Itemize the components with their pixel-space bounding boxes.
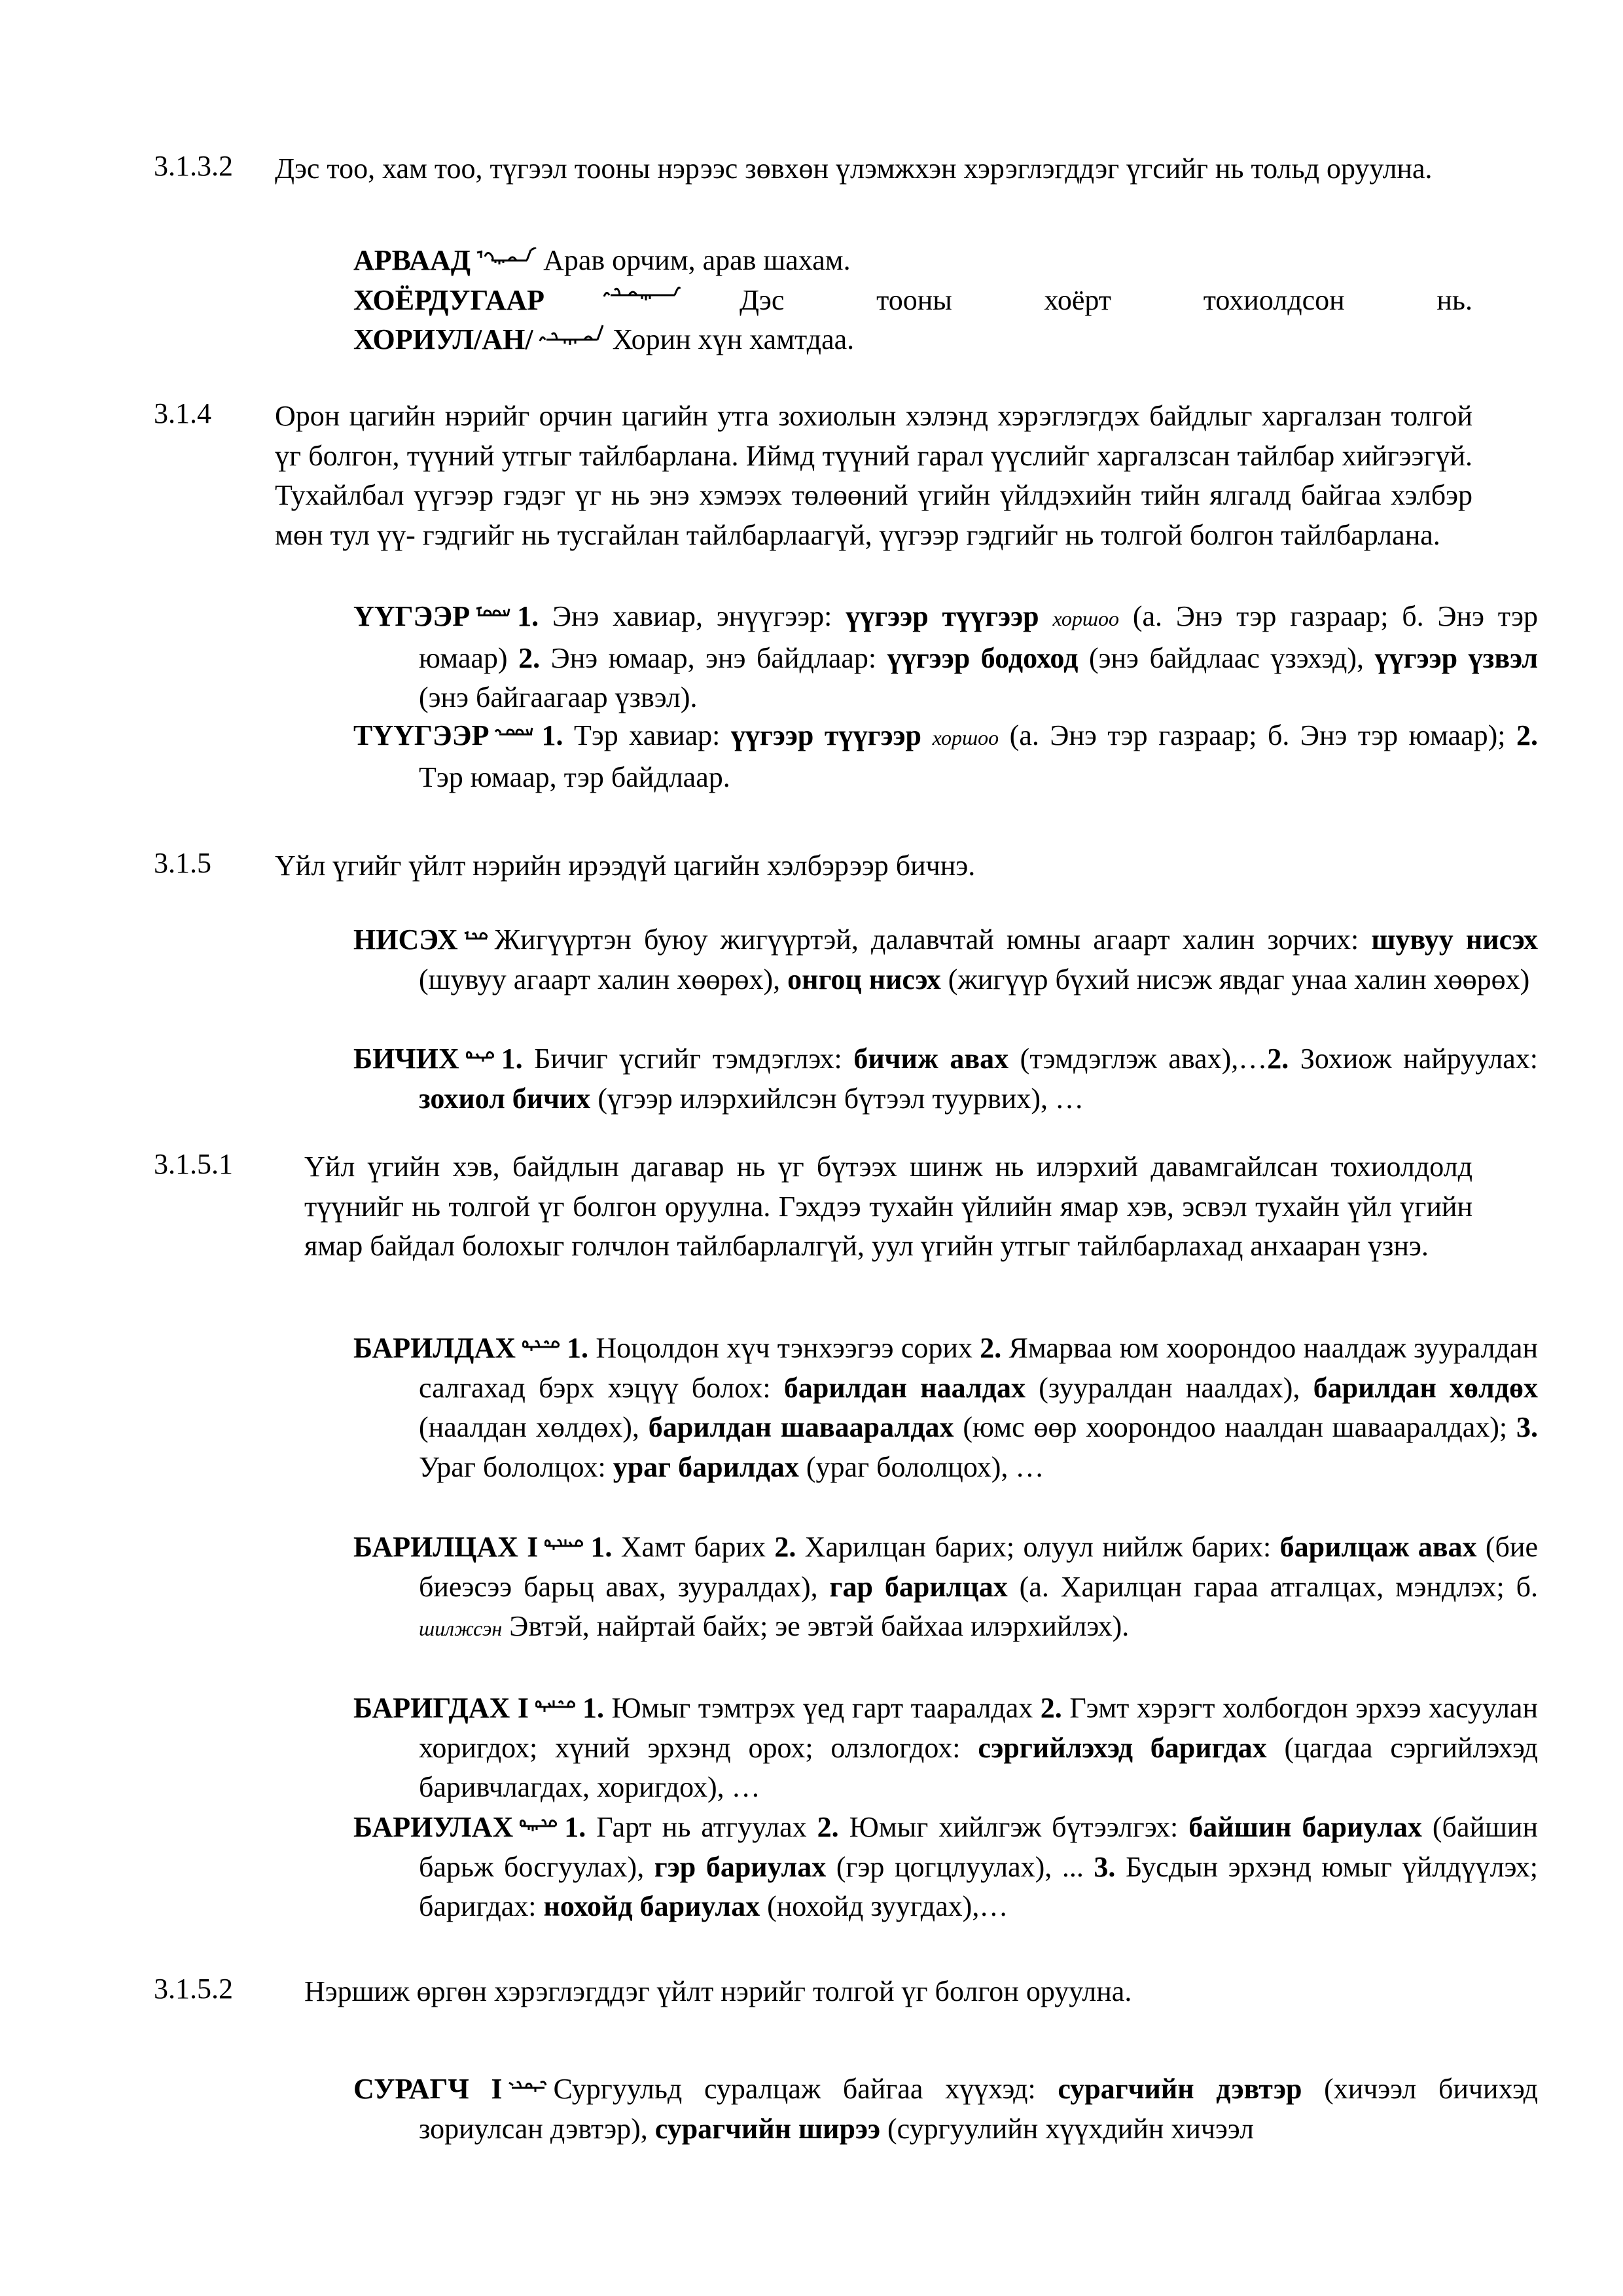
entry-definition [419, 1531, 1538, 1642]
bold-phrase: 1. [517, 600, 539, 632]
definition-text: Ямарваа юм хоорондоо наалдаж зууралдан салгахад бэрх хэцүү болох: [419, 1332, 1538, 1404]
entry-definition [419, 1043, 1538, 1115]
definition-text: Харилцан барих; олуул нийлж барих: [796, 1531, 1280, 1563]
definition-text: Хамт барих [612, 1531, 775, 1563]
definition-text: Бичиг үсгийг тэмдэглэх: [522, 1043, 854, 1075]
definition-text: (а. Харилцан гараа атгалцах, мэндлэх; б. [1007, 1570, 1539, 1603]
definition-text: (үгээр илэрхийлсэн бүтээл туурвих), … [590, 1082, 1084, 1115]
bold-phrase: барилцаж авах [1279, 1531, 1477, 1563]
entry-line [353, 320, 1472, 360]
definition-text: Тэр хавиар: [563, 719, 731, 751]
bold-phrase: сурагчийн дэвтэр [1058, 2073, 1302, 2105]
entry-definition [419, 1811, 1538, 1922]
mongolian-script-icon [508, 2079, 548, 2098]
definition-text: (хичээл бичихэд зориулсан дэвтэр), [419, 2073, 1538, 2145]
entry-definition [419, 2073, 1538, 2145]
entry-definition [419, 1692, 1538, 1803]
dictionary-entry [353, 2070, 1538, 2149]
definition-word: нь. [1436, 283, 1472, 316]
definition-text: (бие биеэсээ барьц авах, зууралдах), [419, 1531, 1538, 1603]
definition-text: (байшин барьж босгуулах), [419, 1811, 1538, 1883]
definition-text: Эвтэй, найртай байх; эе эвтэй байхаа илэрхийлэх). [502, 1610, 1130, 1642]
bold-phrase: сэргийлэхэд баригдах [978, 1731, 1267, 1764]
definition-text: Ноцолдон хүч тэнхээгээ сорих [588, 1332, 980, 1364]
mongolian-script-icon [539, 323, 607, 349]
definition-text: Юмыг хийлгэж бүтээлгэх: [838, 1811, 1189, 1843]
section-3-1-5 [154, 846, 1472, 886]
definition-text: (сургуулийн хүүхдийн хичээл [880, 2112, 1254, 2145]
dictionary-entry [353, 920, 1538, 999]
definition-text: (энэ байгаагаар үзвэл). [419, 681, 698, 713]
bold-phrase: 2. [774, 1531, 796, 1563]
bold-phrase: 1. [590, 1531, 613, 1563]
section-3-1-3-2 [154, 149, 1472, 189]
definition-text: (нохойд зуугдах),… [760, 1890, 1008, 1922]
dictionary-entry [353, 1329, 1538, 1487]
mongolian-script-icon [476, 247, 538, 270]
bold-phrase: үүгээр түүгээр [730, 719, 922, 751]
entry-definition [740, 281, 1472, 321]
entry-head: ХОРИУЛ/АН/ [353, 323, 533, 355]
definition-text: Жигүүртэн буюу жигүүртэй, далавчтай юмны агаарт халин зорчих: [494, 924, 1372, 956]
section-text: Орон цагийн нэрийг орчин цагийн утга зохиолын хэлэнд хэрэглэгдэх байдлыг харгалзан толгой үг болгон, түүний утгыг тайлбарлана. Иймд түүний гарал үүслийг харгалзсан тайлбар хийгээгүй. Тухайлбал үүгээр гэдэг үг нь энэ хэмээх төлөөний үгийн үйлдэхийн тийн ялгалд байгаа хэлбэр мөн тул үү- гэдгийг нь тусгайлан тайлбарлаагүй, үүгээр гэдгийг нь толгой болгон тайлбарлана. [275, 400, 1472, 551]
entry-line [353, 281, 1472, 321]
entry-head: БИЧИХ [353, 1043, 459, 1075]
mongolian-script-icon [603, 281, 681, 321]
bold-phrase: 1. [501, 1043, 523, 1075]
definition-text: Гэмт хэрэгт холбогдон эрхээ хасуулан хоригдох; хүний эрхэнд орох; олзлогдох: [419, 1692, 1538, 1764]
section-number: 3.1.5.1 [154, 1148, 233, 1180]
bold-phrase: сурагчийн ширээ [654, 2112, 881, 2145]
entry-definition [419, 600, 1538, 713]
entry-head: БАРИУЛАХ [353, 1811, 514, 1843]
section-text: Нэршиж өргөн хэрэглэгддэг үйлт нэрийг толгой үг болгон оруулна. [304, 1975, 1132, 2007]
bold-phrase: нохойд бариулах [543, 1890, 760, 1922]
definition-text: Бусдын эрхэнд юмыг үйлдүүлэх; баригдах: [419, 1850, 1538, 1922]
definition-text: Энэ хавиар, энүүгээр: [539, 600, 846, 632]
definition-text: (юмс өөр хоорондоо наалдан шавааралдах); [954, 1411, 1517, 1443]
section-text: Үйл үгийг үйлт нэрийн ирээдүй цагийн хэлбэрээр бичнэ. [275, 850, 976, 882]
entry-head: ҮҮГЭЭР [353, 600, 471, 632]
bold-phrase: 1. [567, 1332, 588, 1364]
definition-text: (гэр цогцлуулах), ... [826, 1850, 1094, 1883]
mongolian-script-icon [465, 1049, 496, 1068]
entry-definition: Хорин хүн хамтдаа. [612, 323, 855, 355]
entry-head: БАРИЛДАХ [353, 1332, 516, 1364]
entry-line [353, 241, 1472, 281]
definition-text: Энэ юмаар, энэ байдлаар: [540, 641, 887, 674]
section-text: Үйл үгийн хэв, байдлын дагавар нь үг бүтээх шинж нь илэрхий давамгайлсан тохиолдолд түүнийг нь толгой үг болгон оруулна. Гэхдээ тухайн үйлийн ямар хэв, эсвэл тухайн үйл үгийн ямар байдал болохыг голчлон тайлбарлалгүй, уул үгийн утгыг тайлбарлахад анхааран үзнэ. [304, 1151, 1472, 1262]
definition-word: хоёрт [1044, 283, 1112, 316]
definition-text: (наалдан хөлдөх), [419, 1411, 649, 1443]
entry-head: БАРИГДАХ I [353, 1692, 529, 1724]
definition-text: Зохиож найруулах: [1289, 1043, 1539, 1075]
section-number: 3.1.5.2 [154, 1973, 233, 2005]
italic-label: хоршоо [1052, 607, 1119, 630]
entry-head: АРВААД [353, 244, 471, 276]
entry-definition [419, 1332, 1538, 1483]
definition-text [1039, 600, 1053, 632]
entry-definition [419, 924, 1538, 996]
bold-phrase: 2. [817, 1811, 839, 1843]
mongolian-script-icon [518, 1817, 559, 1837]
bold-phrase: 2. [1516, 719, 1538, 751]
definition-word: тооны [876, 283, 952, 316]
bold-phrase: зохиол бичих [419, 1082, 591, 1115]
bold-phrase: үүгээр бодоход [887, 641, 1079, 674]
italic-label: шилжсэн [419, 1617, 503, 1640]
section-number: 3.1.5 [154, 847, 211, 879]
definition-text: (цагдаа сэргийлэхэд баривчлагдах, хоригдох), … [419, 1731, 1538, 1803]
section-number: 3.1.3.2 [154, 150, 233, 182]
bold-phrase: онгоц нисэх [787, 963, 941, 996]
bold-phrase: 2. [1267, 1043, 1289, 1075]
dictionary-entry [353, 1528, 1538, 1649]
bold-phrase: гэр бариулах [654, 1850, 827, 1883]
definition-text: (энэ байдлаас үзэхэд), [1078, 641, 1375, 674]
bold-phrase: ураг барилдах [613, 1450, 799, 1483]
mongolian-script-icon [463, 929, 490, 949]
definition-word: Дэс [739, 283, 785, 316]
definition-text: (тэмдэглэж авах),… [1008, 1043, 1268, 1075]
entry-head: ХОЁРДУГААР [353, 283, 545, 316]
entry-definition [419, 719, 1538, 793]
dictionary-entry [353, 597, 1538, 718]
definition-text: (ураг бололцох), … [798, 1450, 1044, 1483]
definition-text: (зууралдан наалдах), [1025, 1371, 1313, 1404]
section-text: Дэс тоо, хам тоо, түгээл тооны нэрээс зөвхөн үлэмжхэн хэрэглэгддэг үгсийг нь тольд оруулна. [275, 152, 1433, 185]
definition-text: Ураг бололцох: [419, 1450, 613, 1483]
definition-text: (а. Энэ тэр газраар; б. Энэ тэр юмаар); [999, 719, 1516, 751]
bold-phrase: 2. [518, 641, 541, 674]
dictionary-entry [353, 716, 1538, 797]
bold-phrase: бичиж авах [853, 1043, 1009, 1075]
definition-text: Сургуульд суралцаж байгаа хүүхэд: [553, 2073, 1058, 2105]
entry-head: СУРАГЧ I [353, 2073, 503, 2105]
definition-text: Гарт нь атгуулах [586, 1811, 817, 1843]
dictionary-entry [353, 1808, 1538, 1927]
bold-phrase: барилдан шавааралдах [648, 1411, 954, 1443]
entry-head: ТҮҮГЭЭР [353, 719, 490, 751]
section-3-1-5-1 [154, 1147, 1472, 1266]
bold-phrase: 2. [980, 1332, 1002, 1364]
definition-text: (жигүүр бүхий нисэж явдаг унаа халин хөөрөх) [940, 963, 1530, 996]
definition-text: (шувуу агаарт халин хөөрөх), [419, 963, 788, 996]
mongolian-script-icon [475, 606, 512, 626]
bold-phrase: 1. [564, 1811, 586, 1843]
section-3-1-5-2 [154, 1972, 1472, 2012]
definition-text: (а. Энэ тэр газраар; б. Энэ тэр юмаар) [419, 600, 1538, 674]
bold-phrase: байшин бариулах [1188, 1811, 1422, 1843]
definition-text: Юмыг тэмтрэх үед гарт тааралдах [604, 1692, 1041, 1724]
entry-head: БАРИЛЦАХ I [353, 1531, 539, 1563]
entry-definition: Арав орчим, арав шахам. [543, 244, 851, 276]
bold-phrase: шувуу нисэх [1371, 924, 1538, 956]
bold-phrase: барилдан наалдах [783, 1371, 1026, 1404]
bold-phrase: 3. [1094, 1850, 1116, 1883]
definition-word: тохиолдсон [1203, 283, 1345, 316]
definition-text: Тэр юмаар, тэр байдлаар. [419, 761, 730, 793]
bold-phrase: гар барилцах [829, 1570, 1008, 1603]
definition-text [921, 719, 933, 751]
bold-phrase: 1. [541, 719, 563, 751]
entry-head: НИСЭХ [353, 924, 458, 956]
bold-phrase: үүгээр үзвэл [1374, 641, 1538, 674]
italic-label: хоршоо [932, 726, 999, 749]
mongolian-script-icon [521, 1338, 562, 1357]
bold-phrase: 2. [1040, 1692, 1062, 1724]
mongolian-script-icon [494, 725, 536, 745]
section-3-1-4 [154, 397, 1472, 555]
mongolian-script-icon [534, 1698, 577, 1717]
dictionary-entry [353, 1689, 1538, 1808]
bold-phrase: 3. [1516, 1411, 1539, 1443]
mongolian-script-icon [543, 1537, 585, 1556]
dictionary-entry [353, 241, 1472, 360]
bold-phrase: үүгээр түүгээр [846, 600, 1039, 632]
bold-phrase: 1. [582, 1692, 604, 1724]
dictionary-entry [353, 1039, 1538, 1119]
section-number: 3.1.4 [154, 397, 211, 429]
bold-phrase: барилдан хөлдөх [1313, 1371, 1539, 1404]
